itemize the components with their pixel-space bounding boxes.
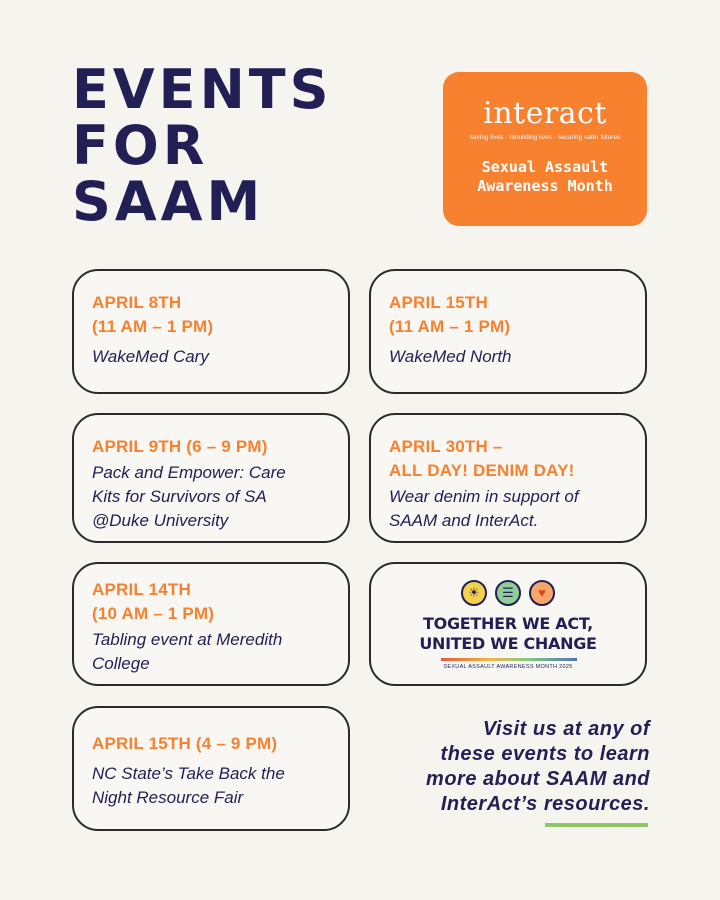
campaign-icons <box>371 580 645 606</box>
event-description: Wear denim in support of SAAM and InterAct. <box>389 487 579 530</box>
event-date: APRIL 30TH – ALL DAY! DENIM DAY! <box>389 437 575 480</box>
campaign-divider <box>441 658 577 661</box>
event-card-april-15-wakemed <box>369 269 647 394</box>
title-line: EVENTS <box>72 58 333 121</box>
interact-logo: interact <box>483 96 607 131</box>
title-line: FOR <box>72 114 209 177</box>
logo-caption: Sexual Assault Awareness Month <box>477 158 613 195</box>
interact-logo-card <box>443 72 647 226</box>
accent-rule <box>545 823 648 827</box>
heart-icon: ♥ <box>529 580 555 606</box>
event-date: APRIL 14TH (10 AM – 1 PM) <box>92 580 215 623</box>
event-description: WakeMed North <box>389 347 512 366</box>
logo-tagline: saving lives · rebuilding lives · securing safer futures <box>469 134 621 141</box>
event-card-april-14 <box>72 562 350 686</box>
event-card-april-9 <box>72 413 350 543</box>
event-description: Pack and Empower: Care Kits for Survivors of SA @Duke University <box>92 463 286 530</box>
event-card-april-15-ncstate <box>72 706 350 831</box>
event-date: APRIL 15TH (11 AM – 1 PM) <box>389 293 511 336</box>
campaign-card <box>369 562 647 686</box>
title-line: SAAM <box>72 170 265 233</box>
lightbulb-icon: ☀ <box>461 580 487 606</box>
event-card-april-30 <box>369 413 647 543</box>
event-description: WakeMed Cary <box>92 347 209 366</box>
event-description: Tabling event at Meredith College <box>92 630 283 673</box>
event-date: APRIL 9TH (6 – 9 PM) <box>92 437 268 456</box>
event-date: APRIL 8TH (11 AM – 1 PM) <box>92 293 214 336</box>
campaign-slogan: TOGETHER WE ACT, UNITED WE CHANGE <box>419 614 597 653</box>
event-card-april-8 <box>72 269 350 394</box>
visit-message: Visit us at any of these events to learn more about SAAM and InterAct’s resources. <box>426 718 650 815</box>
event-description: NC State’s Take Back the Night Resource Fair <box>92 764 285 807</box>
campaign-subtitle: SEXUAL ASSAULT AWARENESS MONTH 2025 <box>443 664 573 670</box>
event-date: APRIL 15TH (4 – 9 PM) <box>92 734 278 753</box>
page-title <box>72 58 333 233</box>
list-icon: ☰ <box>495 580 521 606</box>
